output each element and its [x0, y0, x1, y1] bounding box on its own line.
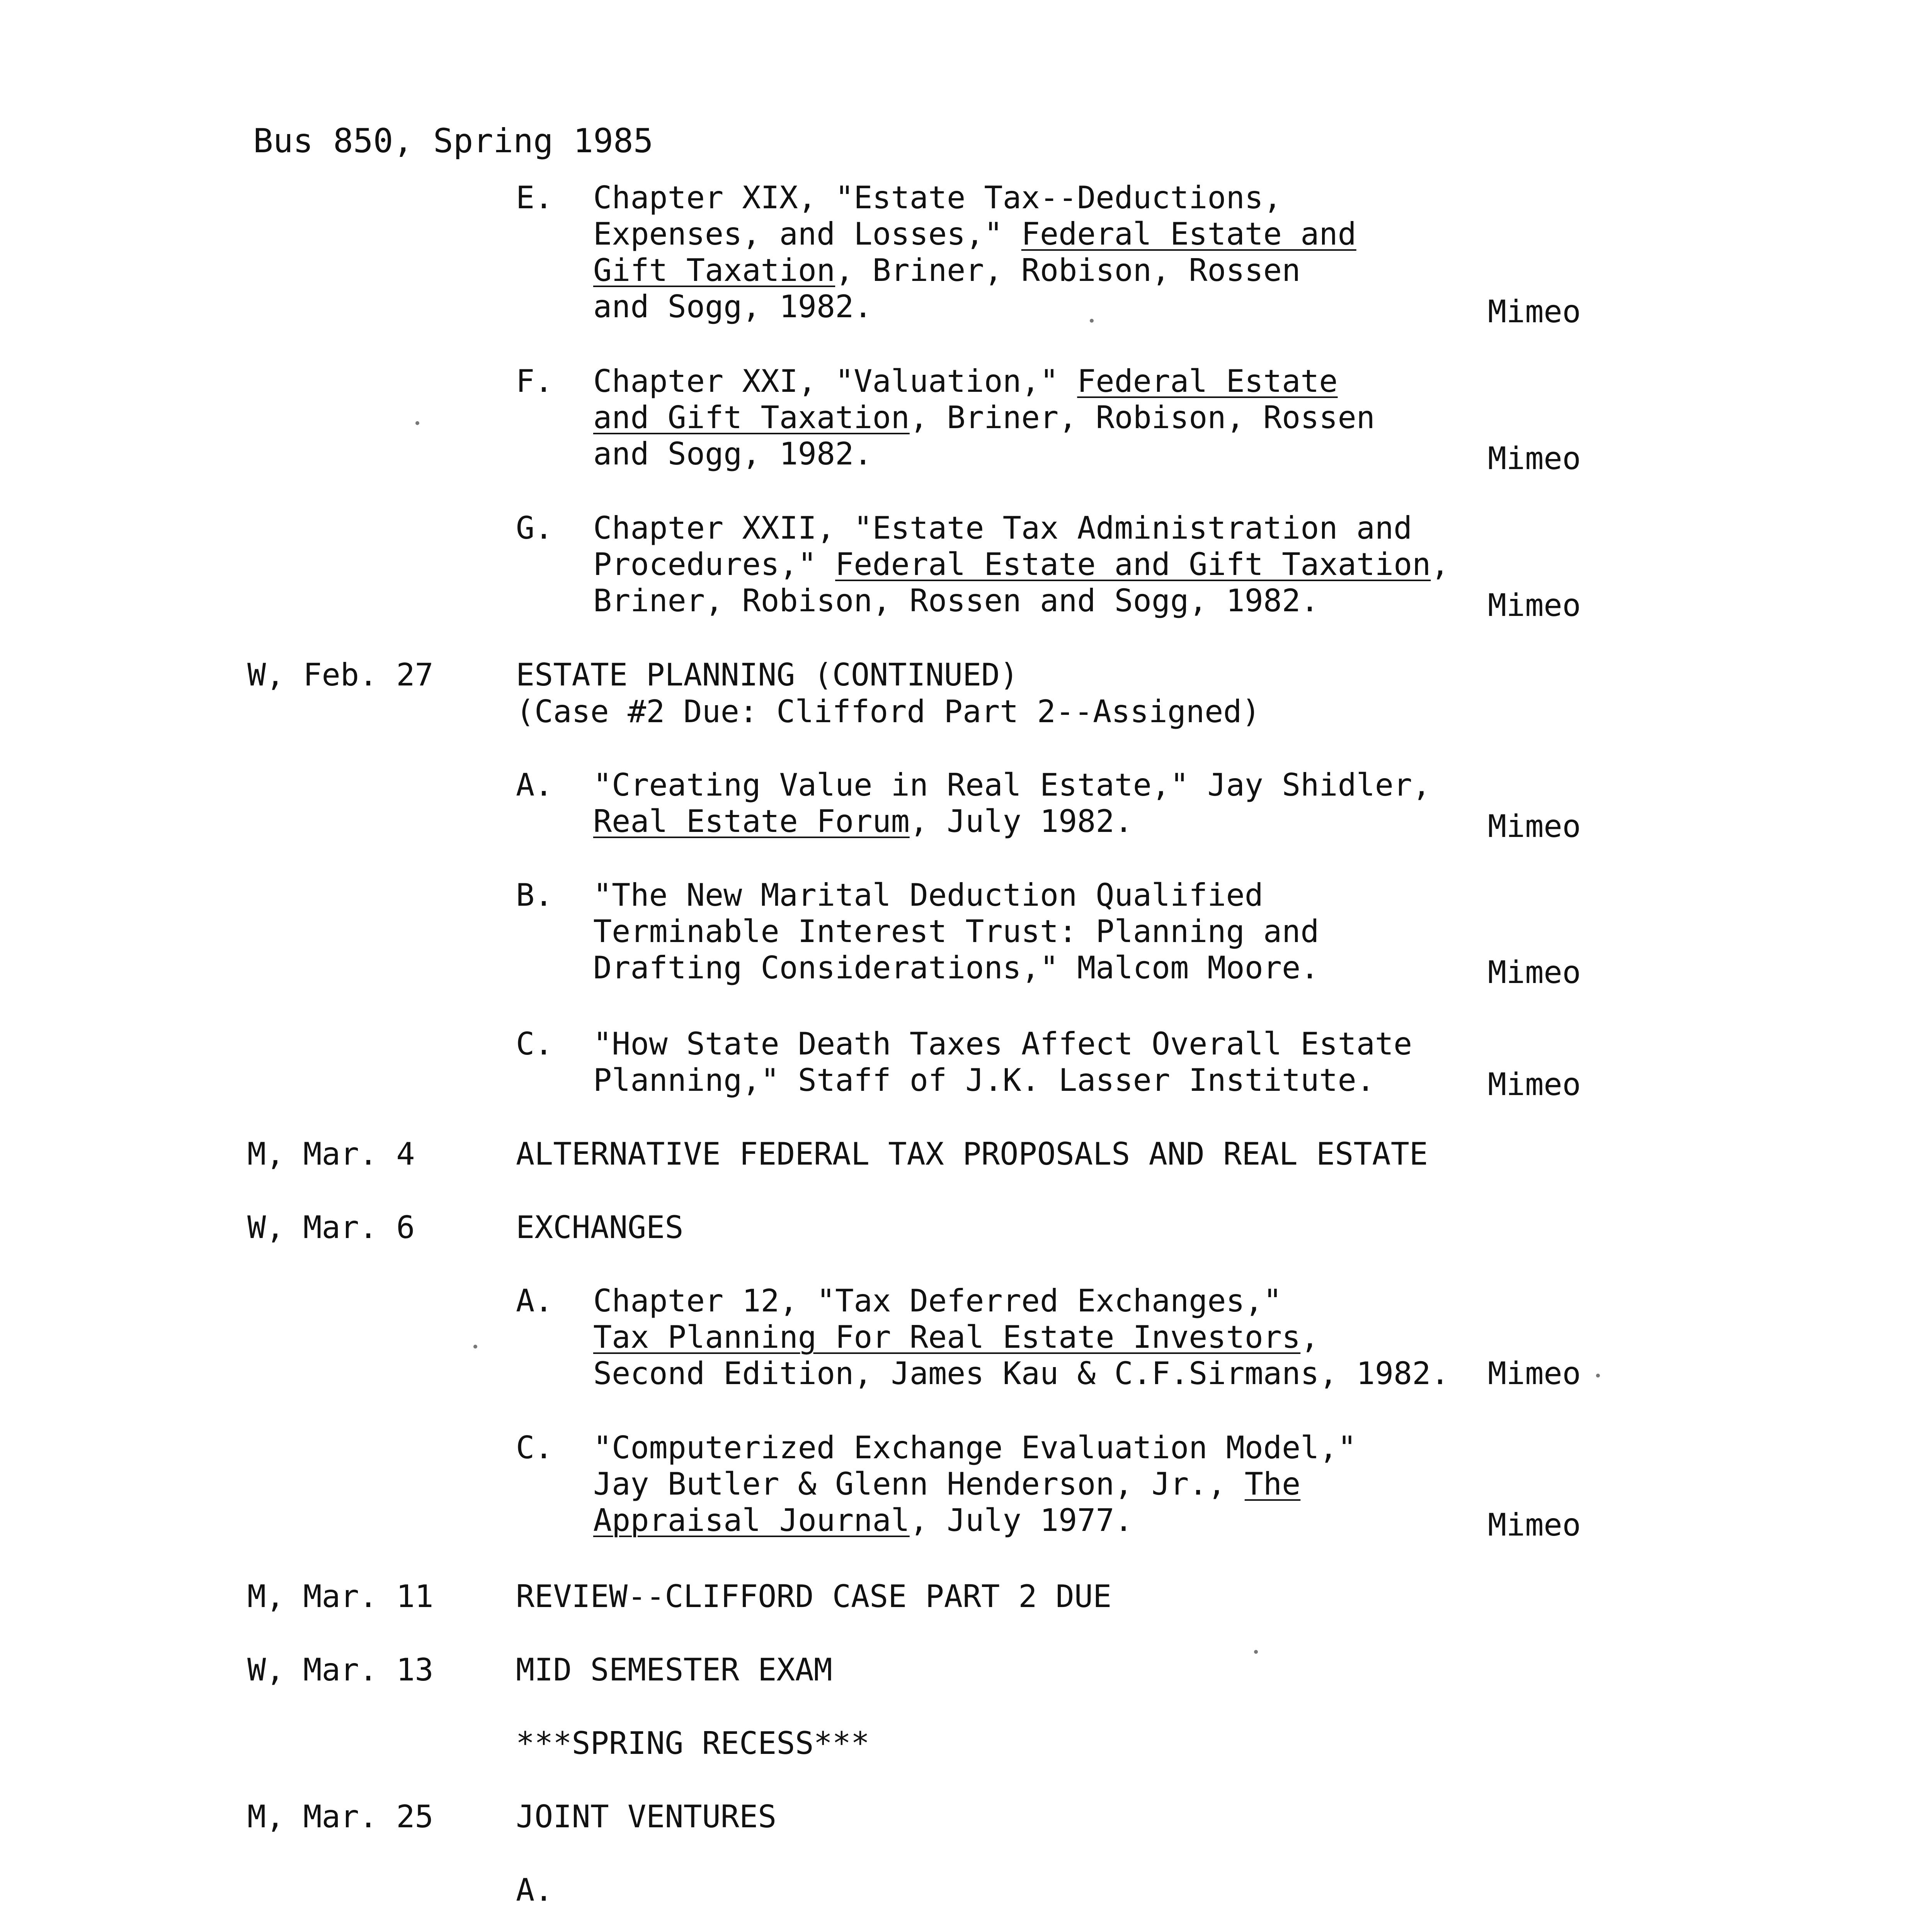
session-title: EXCHANGES	[516, 1209, 684, 1245]
citation-text: , July 1982.	[909, 803, 1133, 839]
citation-text: , July 1977.	[909, 1502, 1133, 1538]
scan-speck	[473, 1345, 477, 1349]
citation-line: Chapter 12, "Tax Deferred Exchanges,"	[593, 1283, 1282, 1319]
citation-text: Chapter XXI, "Valuation,"	[593, 363, 1077, 399]
citation-line	[593, 363, 1338, 400]
book-title: and Gift Taxation	[593, 400, 910, 435]
session-date: M, Mar. 4	[247, 1136, 415, 1172]
citation-line	[593, 216, 1356, 252]
citation-text: , Briner, Robison, Rossen	[835, 252, 1301, 288]
source-label: Mimeo	[1488, 1507, 1581, 1543]
citation-line: Chapter XXII, "Estate Tax Administration and	[593, 510, 1412, 546]
session-date: W, Mar. 13	[247, 1652, 434, 1688]
session-date: W, Feb. 27	[247, 657, 434, 693]
citation-text: Jay Butler & Glenn Henderson, Jr.,	[593, 1466, 1245, 1502]
citation-line: and Sogg, 1982.	[593, 436, 873, 472]
citation-line	[593, 252, 1300, 289]
source-label: Mimeo	[1488, 294, 1581, 330]
citation-line: "Creating Value in Real Estate," Jay Shidler,	[593, 767, 1431, 803]
book-title: Federal Estate and	[1021, 216, 1356, 252]
session-title: JOINT VENTURES	[516, 1799, 777, 1835]
citation-line	[593, 1466, 1300, 1502]
item-letter: E.	[516, 180, 553, 216]
citation-line: Briner, Robison, Rossen and Sogg, 1982.	[593, 583, 1319, 619]
source-label: Mimeo	[1488, 954, 1581, 990]
journal-title: Real Estate Forum	[593, 803, 910, 839]
citation-line	[593, 1502, 1133, 1539]
item-letter: C.	[516, 1026, 553, 1062]
scan-speck	[1596, 1374, 1600, 1378]
item-letter: G.	[516, 510, 553, 546]
citation-line: Second Edition, James Kau & C.F.Sirmans, 1982.	[593, 1355, 1450, 1391]
session-date: M, Mar. 11	[247, 1578, 434, 1614]
item-letter: F.	[516, 363, 553, 399]
session-note: (Case #2 Due: Clifford Part 2--Assigned)	[516, 694, 1261, 730]
citation-line	[593, 803, 1133, 840]
source-label: Mimeo	[1488, 808, 1581, 844]
citation-text: Procedures,"	[593, 546, 835, 582]
source-label: Mimeo	[1488, 440, 1581, 476]
citation-line: "The New Marital Deduction Qualified	[593, 877, 1263, 913]
scan-speck	[415, 421, 419, 425]
scan-speck	[1090, 319, 1094, 323]
page-header: Bus 850, Spring 1985	[253, 122, 653, 160]
citation-text: ,	[1431, 546, 1450, 582]
item-letter: C.	[516, 1430, 553, 1466]
session-title: REVIEW--CLIFFORD CASE PART 2 DUE	[516, 1578, 1112, 1614]
journal-title: Appraisal Journal	[593, 1502, 910, 1538]
citation-line: and Sogg, 1982.	[593, 289, 873, 325]
source-label: Mimeo	[1488, 1066, 1581, 1102]
item-letter: A.	[516, 1283, 553, 1319]
citation-line	[593, 1319, 1319, 1355]
session-title: MID SEMESTER EXAM	[516, 1652, 832, 1688]
citation-line	[593, 400, 1375, 436]
citation-line	[593, 546, 1450, 583]
citation-line: Drafting Considerations," Malcom Moore.	[593, 950, 1319, 986]
source-label: Mimeo	[1488, 1355, 1581, 1391]
book-title: Federal Estate and Gift Taxation	[835, 546, 1431, 582]
citation-text: ,	[1300, 1319, 1319, 1355]
item-letter: A.	[516, 1872, 553, 1908]
citation-line: Terminable Interest Trust: Planning and	[593, 913, 1319, 949]
session-date: W, Mar. 6	[247, 1209, 415, 1245]
citation-line: Planning," Staff of J.K. Lasser Institute.	[593, 1062, 1375, 1098]
session-date: M, Mar. 25	[247, 1799, 434, 1835]
citation-text: , Briner, Robison, Rossen	[909, 400, 1375, 435]
book-title: Gift Taxation	[593, 252, 835, 288]
session-title: ESTATE PLANNING (CONTINUED)	[516, 657, 1019, 693]
session-title: ALTERNATIVE FEDERAL TAX PROPOSALS AND REAL ESTATE	[516, 1136, 1428, 1172]
citation-line: "How State Death Taxes Affect Overall Estate	[593, 1026, 1412, 1062]
citation-line: Chapter XIX, "Estate Tax--Deductions,	[593, 180, 1282, 216]
book-title: Tax Planning For Real Estate Investors	[593, 1319, 1301, 1355]
citation-text: Expenses, and Losses,"	[593, 216, 1021, 252]
source-label: Mimeo	[1488, 587, 1581, 623]
scan-speck	[1254, 1650, 1258, 1654]
item-letter: A.	[516, 767, 553, 803]
journal-title: The	[1244, 1466, 1301, 1502]
recess-label: ***SPRING RECESS***	[516, 1725, 870, 1761]
book-title: Federal Estate	[1077, 363, 1338, 399]
citation-line: "Computerized Exchange Evaluation Model,"	[593, 1430, 1356, 1466]
item-letter: B.	[516, 877, 553, 913]
